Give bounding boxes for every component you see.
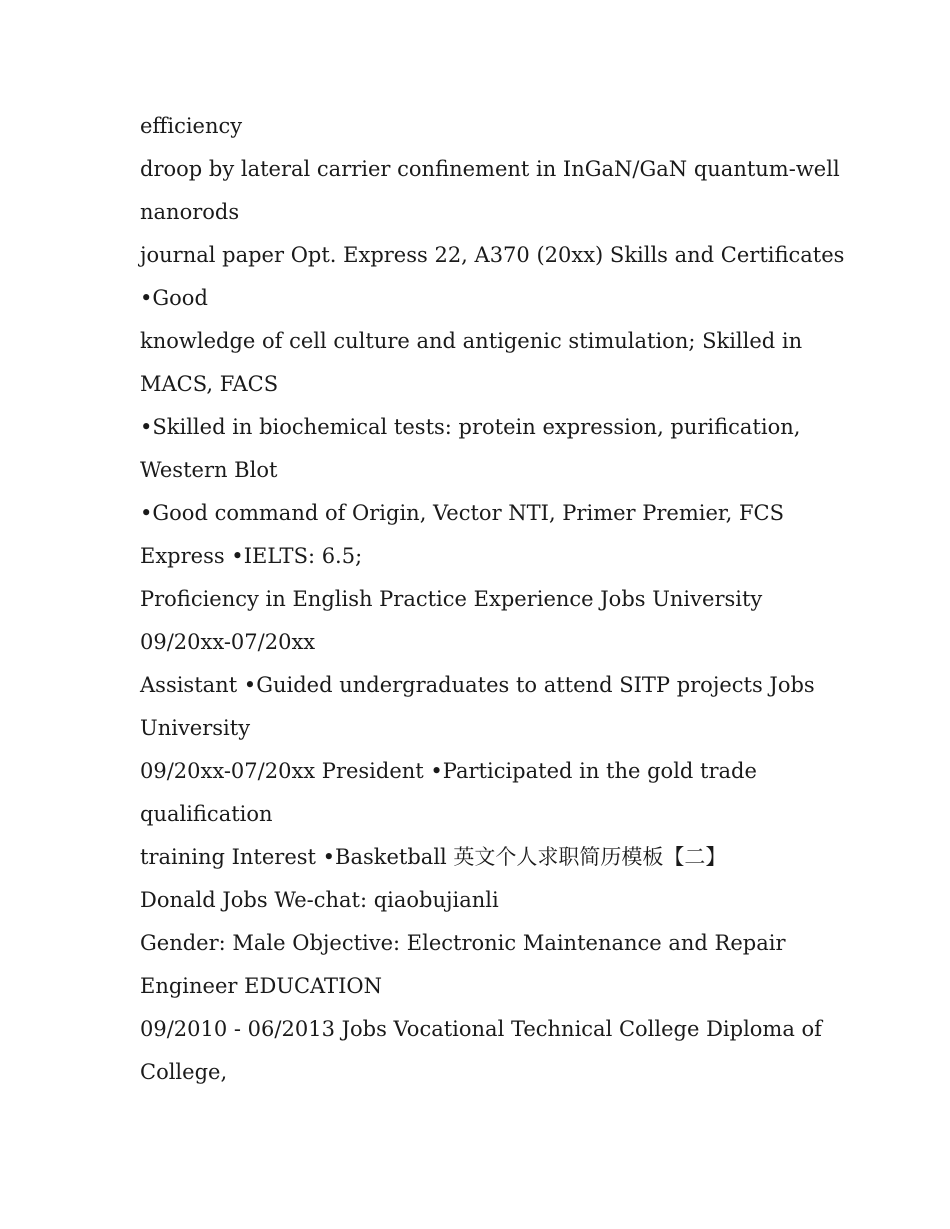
text-line: Assistant •Guided undergraduates to attend SITP projects Jobs xyxy=(140,673,815,697)
text-line: Proficiency in English Practice Experience Jobs University xyxy=(140,587,763,611)
text-line: 09/20xx-07/20xx President •Participated in the gold trade xyxy=(140,759,757,783)
text-line: •Skilled in biochemical tests: protein expression, purification, xyxy=(140,415,801,439)
text-line: Western Blot xyxy=(140,458,278,482)
document-body-text xyxy=(140,105,845,1094)
text-line: knowledge of cell culture and antigenic stimulation; Skilled in xyxy=(140,329,803,353)
text-line: 09/20xx-07/20xx xyxy=(140,630,316,654)
text-line: •Good xyxy=(140,286,208,310)
text-line: Engineer EDUCATION xyxy=(140,974,382,998)
text-line: 09/2010 - 06/2013 Jobs Vocational Technical College Diploma of xyxy=(140,1017,822,1041)
text-line: Donald Jobs We-chat: qiaobujianli xyxy=(140,888,499,912)
text-line: qualification xyxy=(140,802,273,826)
text-line: Gender: Male Objective: Electronic Maintenance and Repair xyxy=(140,931,786,955)
text-line: •Good command of Origin, Vector NTI, Primer Premier, FCS xyxy=(140,501,785,525)
text-line: efficiency xyxy=(140,114,243,138)
text-line: Express •IELTS: 6.5; xyxy=(140,544,363,568)
text-line: journal paper Opt. Express 22, A370 (20xx) Skills and Certificates xyxy=(140,243,845,267)
text-line: training Interest •Basketball 英文个人求职简历模板【二】 xyxy=(140,845,727,869)
text-line: University xyxy=(140,716,251,740)
text-line: nanorods xyxy=(140,200,240,224)
text-line: MACS, FACS xyxy=(140,372,279,396)
text-line: droop by lateral carrier confinement in InGaN/GaN quantum-well xyxy=(140,157,840,181)
text-line: College, xyxy=(140,1060,228,1084)
